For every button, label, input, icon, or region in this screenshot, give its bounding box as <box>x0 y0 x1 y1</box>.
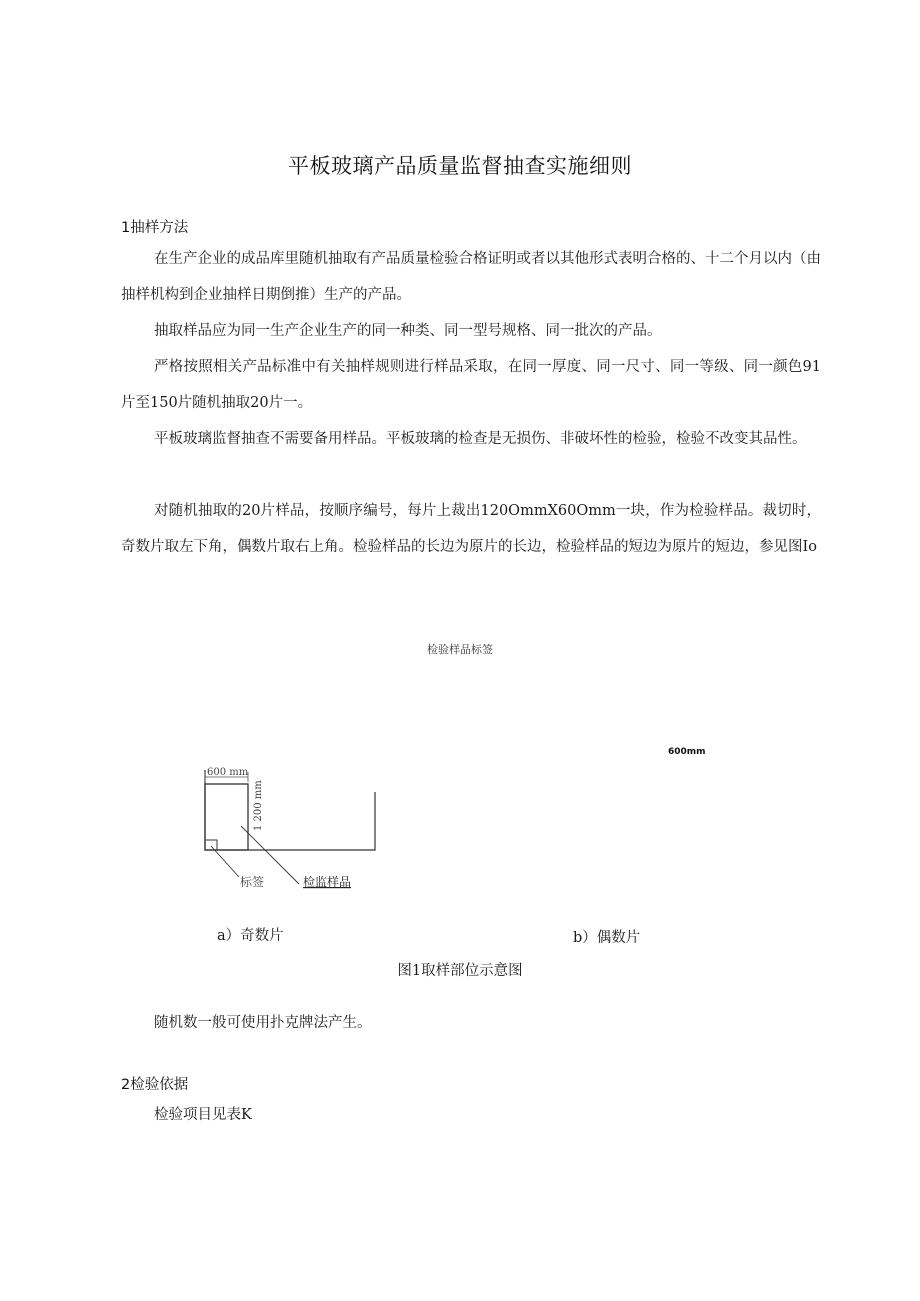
sampling-diagram-odd <box>195 760 395 895</box>
tag-leader-line <box>211 846 239 877</box>
figure-caption: 图1取样部位示意图 <box>397 963 523 979</box>
label-square <box>205 840 217 850</box>
section-2-heading: 2检验依据 <box>121 1077 189 1093</box>
original-sheet-outline <box>205 770 375 850</box>
section-2-text: 检验项目见表K <box>154 1107 252 1123</box>
section-1-heading: 1抽样方法 <box>121 220 189 236</box>
sub-caption-b: b）偶数片 <box>573 930 641 946</box>
figure-top-caption: 检验样品标签 <box>427 643 493 656</box>
paragraph-5: 对随机抽取的20片样品，按顺序编号，每片上裁出120OmmX60Omm一块，作为检验样品。裁切时，奇数片取左下角，偶数片取右上角。检验样品的长边为原片的长边，检验样品的短边为原片的短边，参见图Io <box>121 503 821 555</box>
right-dimension-label: 600mm <box>668 747 706 757</box>
paragraph-2: 抽取样品应为同一生产企业生产的同一种类、同一型号规格、同一批次的产品。 <box>154 323 662 339</box>
paragraph-4: 平板玻璃监督抽查不需要备用样品。平板玻璃的检查是无损伤、非破坏性的检验，检验不改变其品性。 <box>154 431 807 447</box>
width-dimension-text: 600 mm <box>207 767 249 778</box>
height-dimension-text: 1 200 mm <box>253 780 264 831</box>
sub-caption-a: a）奇数片 <box>217 928 284 944</box>
after-figure-paragraph: 随机数一般可使用扑克牌法产生。 <box>154 1015 372 1031</box>
paragraph-1: 在生产企业的成品库里随机抽取有产品质量检验合格证明或者以其他形式表明合格的、十二个月以内（由抽样机构到企业抽样日期倒推）生产的产品。 <box>121 251 821 303</box>
tag-label: 标签 <box>240 875 265 889</box>
paragraph-3: 严格按照相关产品标准中有关抽样规则进行样品采取，在同一厚度、同一尺寸、同一等级、同一颜色91片至150片随机抽取20片一。 <box>121 359 821 411</box>
page-title: 平板玻璃产品质量监督抽查实施细则 <box>288 154 632 178</box>
sample-label: 检监样品 <box>303 875 352 889</box>
